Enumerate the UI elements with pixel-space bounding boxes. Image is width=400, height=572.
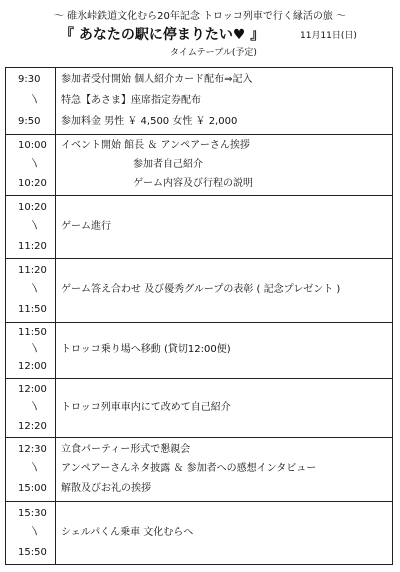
end-time: 12:00 <box>18 361 47 372</box>
activity-line: ゲーム答え合わせ 及び優秀グループの表彰 ( 記念プレゼント ) <box>61 284 341 295</box>
schedule-row <box>6 437 392 502</box>
start-time: 12:30 <box>18 444 47 455</box>
start-time: 10:20 <box>18 202 47 213</box>
start-time: 11:50 <box>18 327 47 338</box>
time-separator: 〵 <box>30 344 40 355</box>
end-time: 12:20 <box>18 421 47 432</box>
activity-line: 特急【あさま】座席指定券配布 <box>61 95 201 106</box>
start-time: 9:30 <box>18 74 41 85</box>
start-time: 15:30 <box>18 508 47 519</box>
schedule-row <box>6 195 392 259</box>
event-date: 11月11日(日) <box>300 31 357 41</box>
schedule-row <box>6 134 392 196</box>
time-separator: 〵 <box>30 284 40 295</box>
time-separator: 〵 <box>30 527 40 538</box>
timetable <box>5 67 393 565</box>
time-separator: 〵 <box>30 95 40 106</box>
activity-line: トロッコ列車車内にて改めて自己紹介 <box>61 402 231 413</box>
end-time: 10:20 <box>18 178 47 189</box>
time-separator: 〵 <box>30 159 40 170</box>
activity-line: 立食パーティー形式で懇親会 <box>61 444 191 455</box>
activity-line: 解散及びお礼の挨拶 <box>61 483 151 494</box>
time-separator: 〵 <box>30 221 40 232</box>
start-time: 12:00 <box>18 384 47 395</box>
event-subtitle: ～ 碓氷峠鉄道文化むら20年記念 トロッコ列車で行く縁活の旅 ～ <box>53 11 347 22</box>
activity-line: 参加者自己紹介 <box>133 159 203 170</box>
start-time: 11:20 <box>18 265 47 276</box>
activity-line: アンペアーさんネタ披露 ＆ 参加者への感想インタビュー <box>61 463 317 474</box>
end-time: 15:00 <box>18 483 47 494</box>
event-title: 『 あなたの駅に停まりたい♥ 』 <box>60 27 265 43</box>
end-time: 11:50 <box>18 304 47 315</box>
end-time: 15:50 <box>18 547 47 558</box>
activity-line: イベント開始 館長 ＆ アンペアーさん挨拶 <box>61 140 250 151</box>
time-separator: 〵 <box>30 463 40 474</box>
activity-line: シェルパくん乗車 文化むらへ <box>61 527 194 538</box>
start-time: 10:00 <box>18 140 47 151</box>
end-time: 11:20 <box>18 241 47 252</box>
schedule-row <box>6 378 392 438</box>
activity-line: ゲーム内容及び行程の説明 <box>133 178 253 189</box>
time-separator: 〵 <box>30 402 40 413</box>
schedule-row <box>6 501 392 565</box>
activity-line: トロッコ乗り場へ移動 (貸切12:00便) <box>61 344 231 355</box>
schedule-row <box>6 68 392 134</box>
activity-line: 参加料金 男性 ￥ 4,500 女性 ￥ 2,000 <box>61 116 238 127</box>
activity-line: ゲーム進行 <box>61 221 111 232</box>
schedule-row <box>6 258 392 323</box>
end-time: 9:50 <box>18 116 41 127</box>
activity-line: 参加者受付開始 個人紹介カード配布⇒記入 <box>61 74 253 85</box>
timetable-label: タイムテーブル(予定) <box>170 48 257 58</box>
schedule-row <box>6 322 392 379</box>
